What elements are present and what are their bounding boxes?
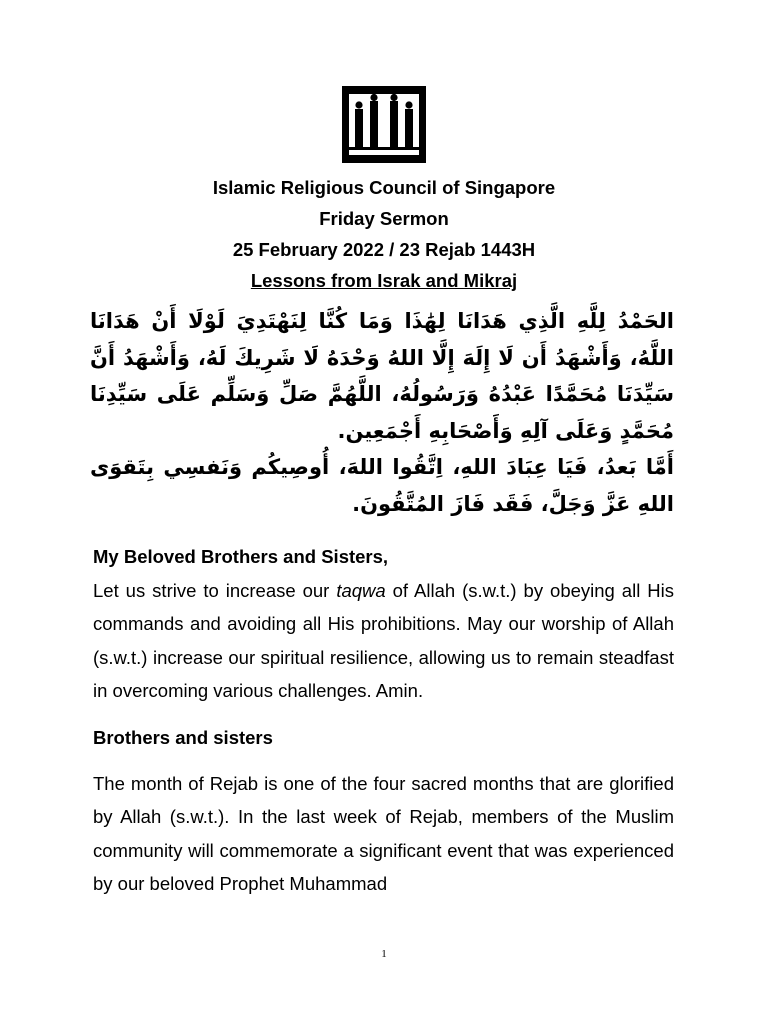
greeting-heading: My Beloved Brothers and Sisters, [93, 546, 389, 567]
muis-logo-icon [342, 86, 426, 163]
paragraph-rejab: The month of Rejab is one of the four sacred months that are glorified by Allah (s.w.t.). In the last week of Rejab, members of the Muslim community will commemorate a significant event that was experienced by our beloved Prophet Muhammad [93, 772, 674, 895]
arabic-paragraph-2: أَمَّا بَعدُ، فَيَا عِبَادَ اللهِ، اِتَّقُوا اللهَ، أُوصِيكُم وَنَفسِي بِتَقوَى اللهِ عَزَّ وَجَلَّ، فَقَد فَازَ المُتَّقُونَ. [90, 455, 674, 516]
page-number: 1 [381, 948, 387, 960]
paragraph-taqwa-start: Let us strive to increase our [93, 579, 337, 601]
document-type: Friday Sermon [319, 208, 449, 229]
brothers-sisters-heading: Brothers and sisters [93, 726, 273, 748]
arabic-opening [90, 303, 674, 522]
paragraph-taqwa [93, 574, 674, 708]
arabic-paragraph-1: الحَمْدُ لِلَّهِ الَّذِي هَدَانَا لِهَٰذَا وَمَا كُنَّا لِنَهْتَدِيَ لَوْلَا أَنْ هَدَانَا اللَّهُ، وَأَشْهَدُ أَن لَا إِلَهَ إِلَّا اللهُ وَحْدَهُ لَا شَرِيكَ لَهُ، وَأَشْهَدُ أَنَّ سَيِّدَنَا مُحَمَّدًا عَبْدُهُ وَرَسُولُهُ، اللَّهُمَّ صَلِّ وَسَلِّم عَلَى سَيِّدِنَا مُحَمَّدٍ وَعَلَى آلِهِ وَأَصْحَابِهِ أَجْمَعِين. [90, 309, 674, 443]
sermon-title: Lessons from Israk and Mikraj [250, 270, 518, 291]
sermon-date: 25 February 2022 / 23 Rejab 1443H [232, 239, 536, 260]
taqwa-term: taqwa [336, 579, 386, 601]
sermon-header [0, 172, 768, 296]
paragraph-taqwa-rest: of Allah (s.w.t.) by obeying all His commands and avoiding all His prohibitions. May our worship of Allah (s.w.t.) increase our spiritual resilience, allowing us to remain steadfast in overcoming various challenges. Amin. [93, 579, 674, 702]
sermon-body [93, 540, 674, 901]
organization-name: Islamic Religious Council of Singapore [212, 177, 556, 198]
